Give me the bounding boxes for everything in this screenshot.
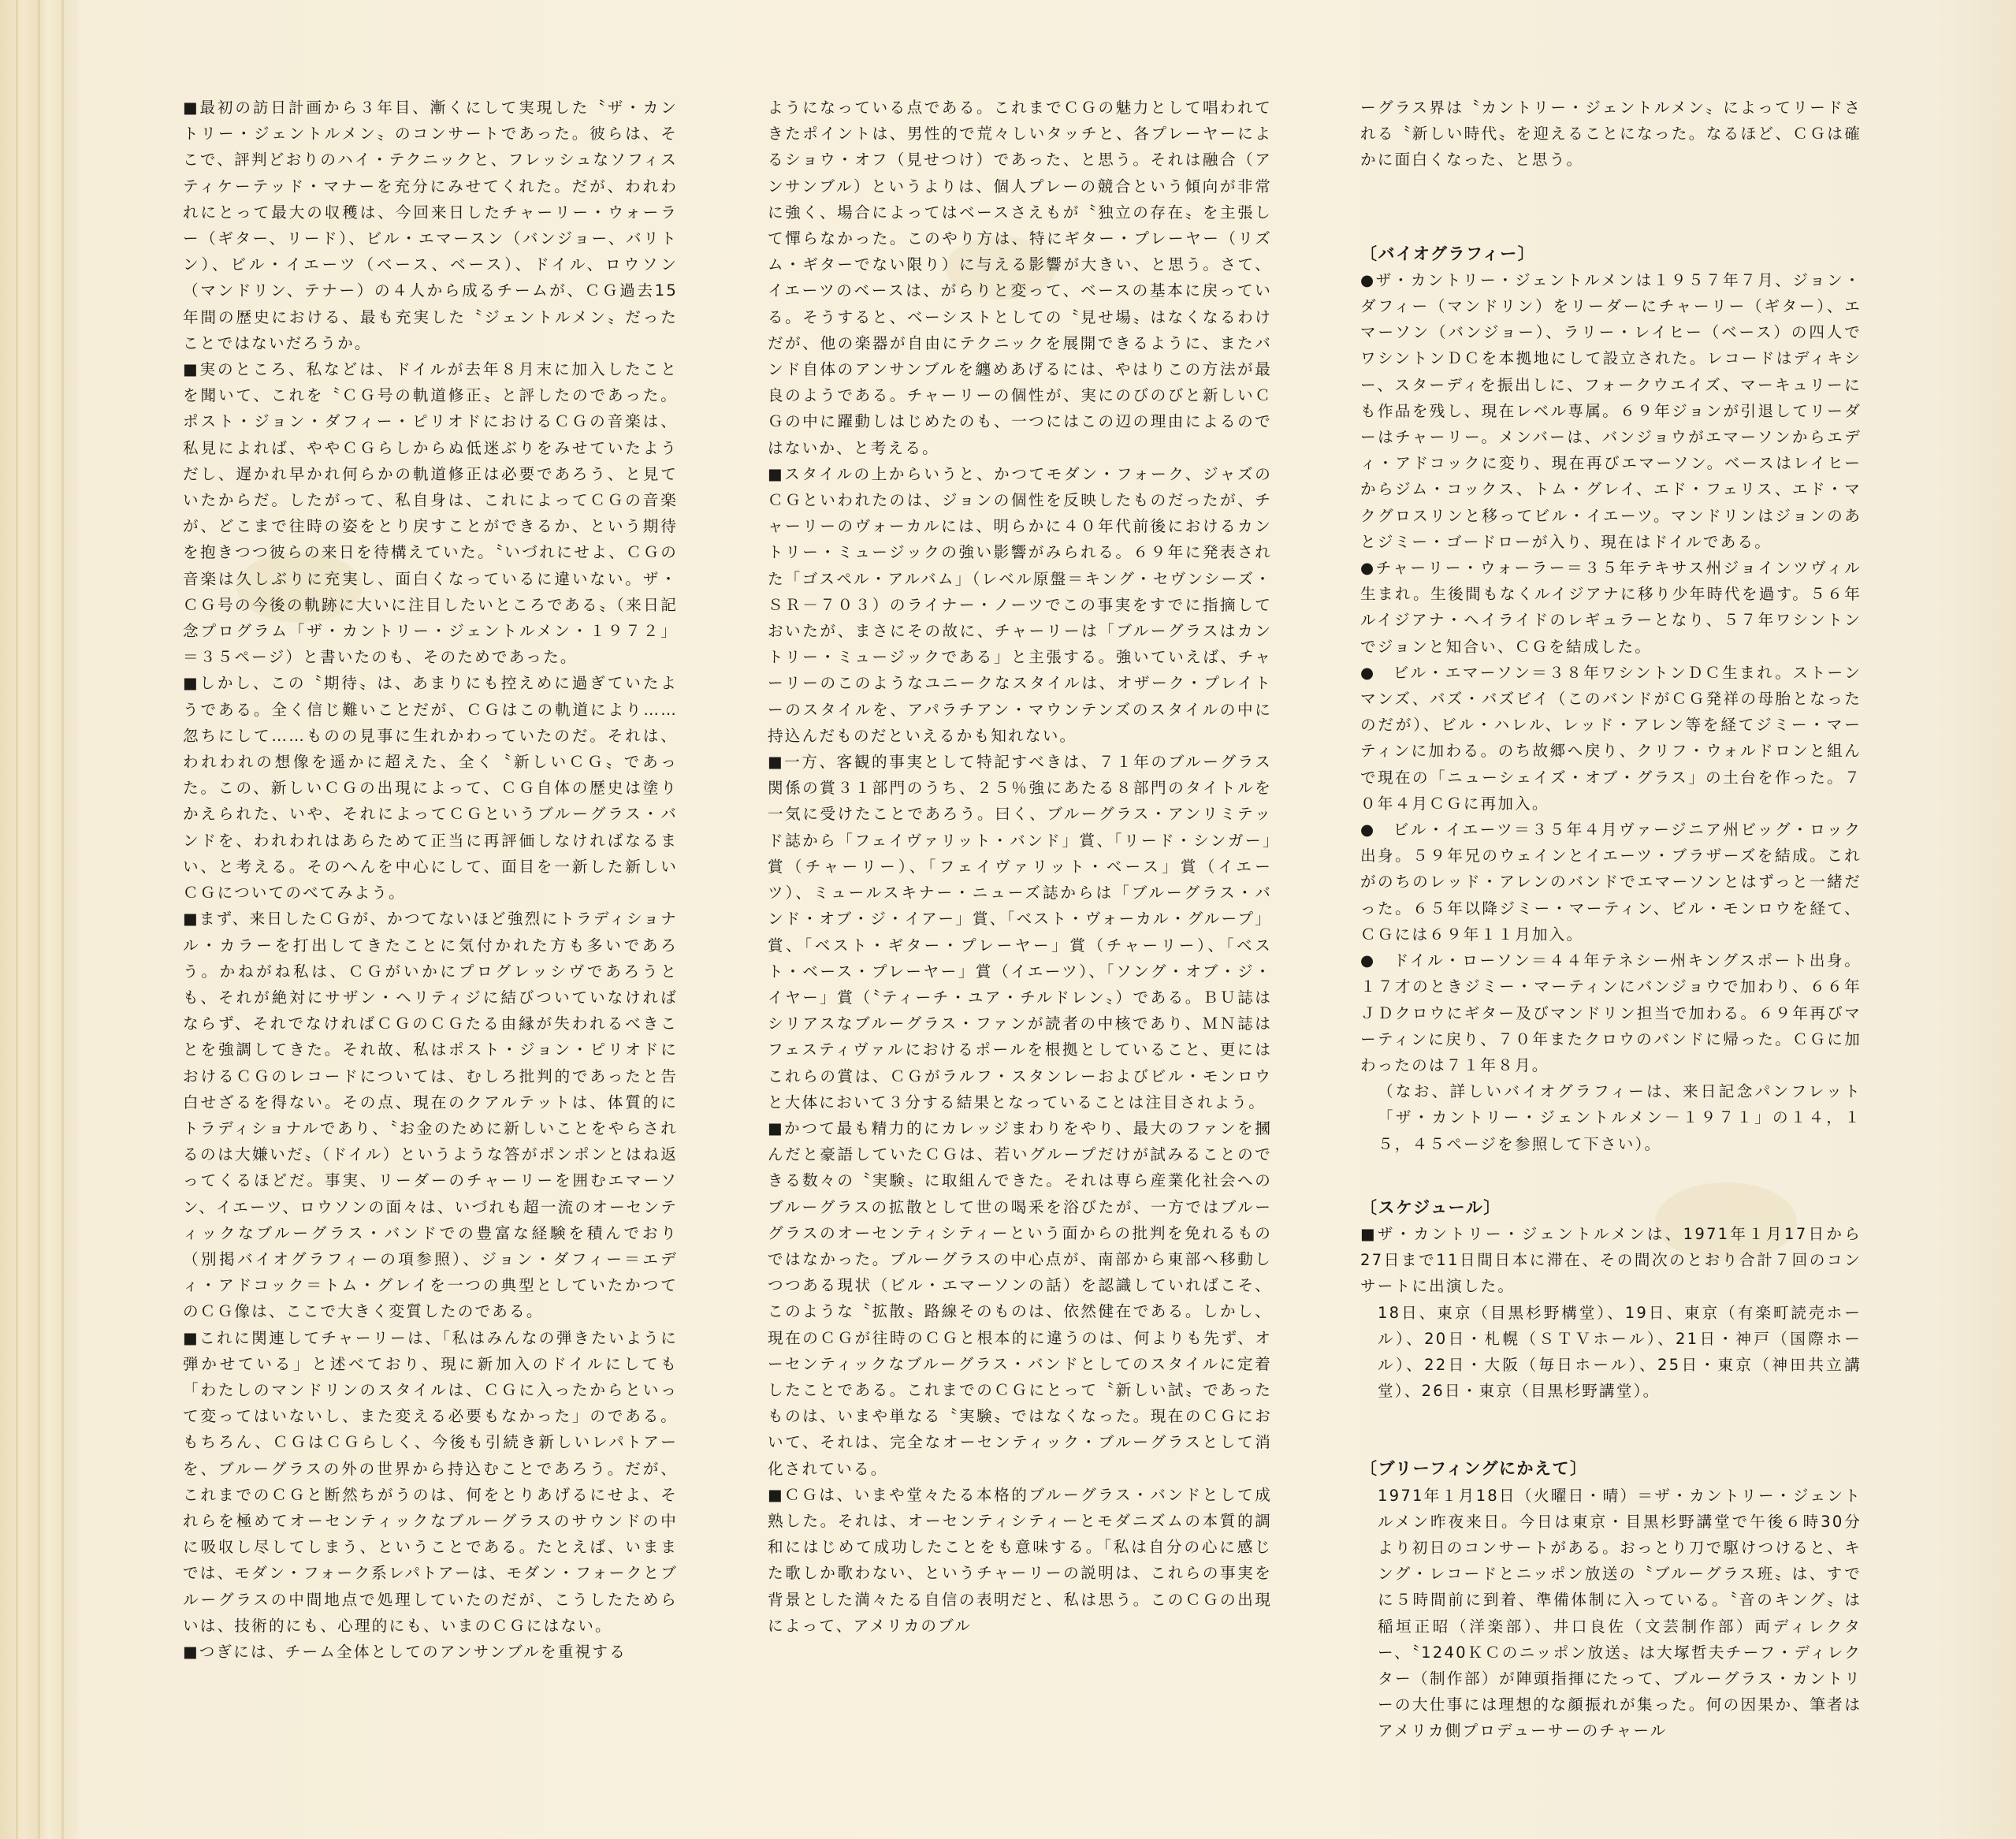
section-heading-schedule: 〔スケジュール〕 (1360, 1197, 1501, 1217)
book-spine-fold (0, 0, 79, 1839)
paragraph: ■ＣＧは、いまや堂々たる本格的ブルーグラス・バンドとして成熟した。それは、オーセンティシティーとモダニズムの本質的調和にはじめて成功したことをも意味する。「私は自分の心に感じた歌しか歌わない、というチャーリーの説明は、これらの事実を背景とした満々たる自信の表明だと、私は思う。このＣＧの出現によって、アメリカのブル (768, 1485, 1272, 1635)
section-heading-biography: 〔バイオグラフィー〕 (1360, 244, 1536, 263)
paragraph: ■かつて最も精力的にカレッジまわりをやり、最大のファンを摑んだと豪語していたＣＧは、若いグループだけが試みることのできる数々の〝実験〟に取組んできた。それは専ら産業化社会へのブルーグラスの拡散として世の喝釆を浴びたが、一方ではブルーグラスのオーセンティシティーという面からの批判を免れるものではなかった。ブルーグラスの中心点が、南部から東部へ移動しつつある現状（ビル・エマーソンの話）を認識していればこそ、このような〝拡散〟路線そのものは、依然健在である。しかし、現在のＣＧが往時のＣＧと根本的に違うのは、何よりも先ず、オーセンティックなブルーグラス・バンドとしてのスタイルに定着したことである。これまでのＣＧにとって〝新しい試〟であったものは、いまや単なる〝実験〟ではなくなった。現在のＣＧにおいて、それは、完全なオーセンティック・ブルーグラスとして消化されている。 (768, 1119, 1272, 1478)
paragraph: ■しかし、この〝期待〟は、あまりにも控えめに過ぎていたようである。全く信じ難いことだが、ＣＧはこの軌道により……忽ちにして……ものの見事に生れかわっていたのだ。それは、われわれの想像を遥かに超えた、全く〝新しいＣＧ〟であった。この、新しいＣＧの出現によって、ＣＧ自体の歴史は塗りかえられた、いや、それによってＣＧというブルーグラス・バンドを、われわれはあらためて正当に再評価しなければなるまい、と考える。そのへんを中心にして、面目を一新した新しいＣＧについてのべてみよう。 (183, 674, 678, 903)
paragraph: 1971年１月18日（火曜日・晴）＝ザ・カントリー・ジェントルメン昨夜来日。今日は東京・目黒杉野講堂で午後６時30分より初日のコンサートがある。おっとり刀で駆けつけると、キング・レコードとニッポン放送の〝ブルーグラス班〟は、すでに５時間前に到着、準備体制に入っている。〝音のキング〟は稲垣正昭（洋楽部）、井口良佐（文芸制作部）両ディレクター、〝1240ＫＣのニッポン放送〟は大塚哲夫チーフ・ディレクター（制作部）が陣頭指揮にたって、ブルーグラス・カントリーの大仕事には理想的な顔振れが集った。何の因果か、筆者はアメリカ側プロデューサーのチャール (1378, 1486, 1862, 1740)
paragraph: ■ザ・カントリー・ジェントルメンは、1971年１月17日から27日まで11日間日本に滞在、その間次のとおり合計７回のコンサートに出演した。 (1360, 1224, 1862, 1296)
paragraph: ■一方、客観的事実として特記すべきは、７１年のブルーグラス関係の賞３１部門のうち、２５％強にあたる８部門のタイトルを一気に受けたことであろう。曰く、ブルーグラス・アンリミテッド誌から「フェイヴァリット・バンド」賞、「リード・シンガー」賞（チャーリー）、「フェイヴァリット・ベース」賞（イエーツ）、ミュールスキナー・ニューズ誌からは「ブルーグラス・バンド・オブ・ジ・イアー」賞、「ベスト・ヴォーカル・グループ」賞、「ベスト・ギター・プレーヤー」賞（チャーリー）、「ベスト・ベース・プレーヤー」賞（イエーツ）、「ソング・オブ・ジ・イヤー」賞（〝ティーチ・ユア・チルドレン〟）である。ＢＵ誌はシリアスなブルーグラス・ファンが読者の中核であり、ＭＮ誌はフェスティヴァルにおけるポールを根拠としていること、更にはこれらの賞は、ＣＧがラルフ・スタンレーおよびビル・モンロウと大体において３分する結果となっていることは注目されよう。 (768, 753, 1272, 1111)
paragraph: ■つぎには、チーム全体としてのアンサンブルを重視する (183, 1642, 627, 1661)
paragraph: ■これに関連してチャーリーは、「私はみんなの弾きたいように弾かせている」と述べており、現に新加入のドイルにしても「わたしのマンドリンのスタイルは、ＣＧに入ったからといって変ってはいないし、また変える必要もなかった」のである。もちろん、ＣＧはＣＧらしく、今後も引続き新しいレパトアーを、ブルーグラスの外の世界から持込むことであろう。だが、これまでのＣＧと断然ちがうのは、何をとりあげるにせよ、それらを極めてオーセンティックなブルーグラスのサウンドの中に吸収し尽してしまう、ということである。たとえば、いままでは、モダン・フォーク系レパトアーは、モダン・フォークとブルーグラスの中間地点で処理していたのだが、こうしたためらいは、技術的にも、心理的にも、いまのＣＧにはない。 (183, 1328, 678, 1635)
fold-line (38, 0, 40, 1839)
paragraph: ■最初の訪日計画から３年目、漸くにして実現した〝ザ・カントリー・ジェントルメン〟のコンサートであった。彼らは、そこで、評判どおりのハイ・テクニックと、フレッシュなソフィスティケーテッド・マナーを充分にみせてくれた。だが、われわれにとって最大の収穫は、今回来日したチャーリー・ウォーラー（ギター、リード）、ビル・エマースン（バンジョー、バリトン）、ビル・イエーツ（ベース、ベース）、ドイル、ロウソン（マンドリン、テナー）の４人から成るチームが、ＣＧ過去15年間の歴史における、最も充実した〝ジェントルメン〟だったことではないだろうか。 (183, 99, 678, 352)
bio-entry: ● ビル・エマーソン＝３８年ワシントンＤＣ生まれ。ストーンマンズ、バズ・バズビイ（このバンドがＣＧ発祥の母胎となったのだが）、ビル・ハレル、レッド・アレン等を経てジミー・マーティンに加わる。のち故郷へ戻り、クリフ・ウォルドロンと組んで現在の「ニューシェイズ・オブ・グラス」の土台を作った。７０年４月ＣＧに再加入。 (1360, 663, 1862, 813)
text-column-middle (768, 95, 1272, 1639)
fold-line (16, 0, 18, 1839)
bio-entry: ●チャーリー・ウォーラー＝３５年テキサス州ジョインツヴィル生まれ。生後間もなくルイジアナに移り少年時代を過す。５６年ルイジアナ・ヘイライドのレギュラーとなり、５７年ワシントンでジョンと知合い、ＣＧを結成した。 (1360, 559, 1862, 656)
text-column-left (183, 95, 678, 1665)
paragraph: ーグラス界は〝カントリー・ジェントルメン〟によってリードされる〝新しい時代〟を迎えることになった。なるほど、ＣＧは確かに面白くなった、と思う。 (1360, 99, 1862, 169)
fold-line (61, 0, 64, 1839)
paragraph: ■実のところ、私などは、ドイルが去年８月末に加入したことを聞いて、これを〝ＣＧ号の軌道修正〟と評したのであった。ポスト・ジョン・ダフィー・ピリオドにおけるＣＧの音楽は、私見によれば、ややＣＧらしからぬ低迷ぶりをみせていたようだし、遅かれ早かれ何らかの軌道修正は必要であろう、と見ていたからだ。したがって、私自身は、これによってＣＧの音楽が、どこまで往時の姿をとり戻すことができるか、という期待を抱きつつ彼らの来日を待構えていた。〝いづれにせよ、ＣＧの音楽は久しぶりに充実し、面白くなっているに違いない。ザ・ＣＧ号の今後の軌跡に大いに注目したいところである〟（来日記念プログラム「ザ・カントリー・ジェントルメン・１９７２」＝３５ページ）と書いたのも、そのためであった。 (183, 360, 678, 667)
bio-note: （なお、詳しいバイオグラフィーは、来日記念パンフレット「ザ・カントリー・ジェントルメン－１９７１」の１４，１５，４５ページを参照して下さい）。 (1378, 1082, 1862, 1153)
text-column-right (1360, 95, 1862, 1744)
bio-entry: ● ドイル・ローソン＝４４年テネシー州キングスポート出身。１７才のときジミー・マーティンにバンジョウで加わり、６６年ＪＤクロウにギター及びマンドリン担当で加わる。６９年再びマーティンに戻り、７０年またクロウのバンドに帰った。ＣＧに加わったのは７１年８月。 (1360, 951, 1862, 1074)
paragraph: ■スタイルの上からいうと、かつてモダン・フォーク、ジャズのＣＧといわれたのは、ジョンの個性を反映したものだったが、チャーリーのヴォーカルには、明らかに４０年代前後におけるカントリー・ミュージックの強い影響がみられる。６９年に発表された「ゴスペル・アルバム」（レベル原盤＝キング・セヴンシーズ・ＳＲ－７０３）のライナー・ノーツでこの事実をすでに指摘しておいたが、まさにその故に、チャーリーは「ブルーグラスはカントリー・ミュージックである」と主張する。強いていえば、チャーリーのこのようなユニークなスタイルは、オザーク・プレイトーのスタイルを、アパラチアン・マウンテンズのスタイルの中に持込んだものだといえるかも知れない。 (768, 464, 1272, 745)
paragraph: ■まず、来日したＣＧが、かつてないほど強烈にトラディショナル・カラーを打出してきたことに気付かれた方も多いであろう。かねがね私は、ＣＧがいかにプログレッシヴであろうとも、それが絶対にサザン・ヘリティジに結びついていなければならず、それでなければＣＧのＣＧたる由縁が失われるべきことを強調してきた。それ故、私はポスト・ジョン・ピリオドにおけるＣＧのレコードについては、むしろ批判的であったと告白せざるを得ない。その点、現在のクアルテットは、体質的にトラディショナルであり、〝お金のために新しいことをやらされるのは大嫌いだ〟（ドイル）というような答がポンポンとはね返ってくるほどだ。事実、リーダーのチャーリーを囲むエマーソン、イエーツ、ロウソンの面々は、いづれも超一流のオーセンティックなブルーグラス・バンドでの豊富な経験を積んでおり（別掲バイオグラフィーの項参照）、ジョン・ダフィー＝エディ・アドコック＝トム・グレイを一つの典型としていたかつてのＣＧ像は、ここで大きく変質したのである。 (183, 910, 678, 1321)
section-heading-briefing: 〔ブリーフィングにかえて〕 (1360, 1459, 1588, 1479)
bio-entry: ● ビル・イエーツ＝３５年４月ヴァージニア州ビッグ・ロック出身。５９年兄のウェインとイエーツ・ブラザーズを結成。これがのちのレッド・アレンのバンドでエマーソンとはずっと一緒だった。６５年以降ジミー・マーティン、ビル・モンロウを経て、ＣＧには６９年１１月加入。 (1360, 821, 1862, 944)
paragraph: ようになっている点である。これまでＣＧの魅力として唱われてきたポイントは、男性的で荒々しいタッチと、各プレーヤーによるショウ・オフ（見せつけ）であった、と思う。それは融合（アンサンブル）というよりは、個人プレーの競合という傾向が非常に強く、場合によってはベースさえもが〝独立の存在〟を主張して憚らなかった。このやり方は、特にギター・プレーヤー（リズム・ギターでない限り）に与える影響が大きい、と思う。さて、イエーツのベースは、がらりと変って、ベースの基本に戻っている。そうすると、ベーシストとしての〝見せ場〟はなくなるわけだが、他の楽器が自由にテクニックを展開できるように、またバンド自体のアンサンブルを纏めあげるには、やはりこの方法が最良のようである。チャーリーの個性が、実にのびのびと新しいＣＧの中に躍動しはじめたのも、一つにはこの辺の理由によるのではないか、と考える。 (768, 99, 1272, 457)
schedule-list: 18日、東京（目黒杉野構堂）、19日、東京（有楽町読売ホール）、20日・札幌（ＳＴＶホール）、21日・神戸（国際ホール）、22日・大阪（毎日ホール）、25日・東京（神田共立講堂）、26日・東京（目黒杉野講堂）。 (1378, 1303, 1862, 1401)
bio-entry: ●ザ・カントリー・ジェントルメンは１９５７年７月、ジョン・ダフィー（マンドリン）をリーダーにチャーリー（ギター）、エマーソン（バンジョー）、ラリー・レイヒー（ベース）の四人でワシントンＤＣを本拠地にして設立された。レコードはディキシー、スターディを振出しに、フォークウエイズ、マーキュリーにも作品を残し、現在レベル専属。６９年ジョンが引退してリーダーはチャーリー。メンバーは、バンジョウがエマーソンからエディ・アドコックに変り、現在再びエマーソン。ベースはレイヒーからジム・コックス、トム・グレイ、エド・フェリス、エド・マクグロスリンと移ってビル・イエーツ。マンドリンはジョンのあとジミー・ゴードローが入り、現在はドイルである。 (1360, 270, 1862, 551)
